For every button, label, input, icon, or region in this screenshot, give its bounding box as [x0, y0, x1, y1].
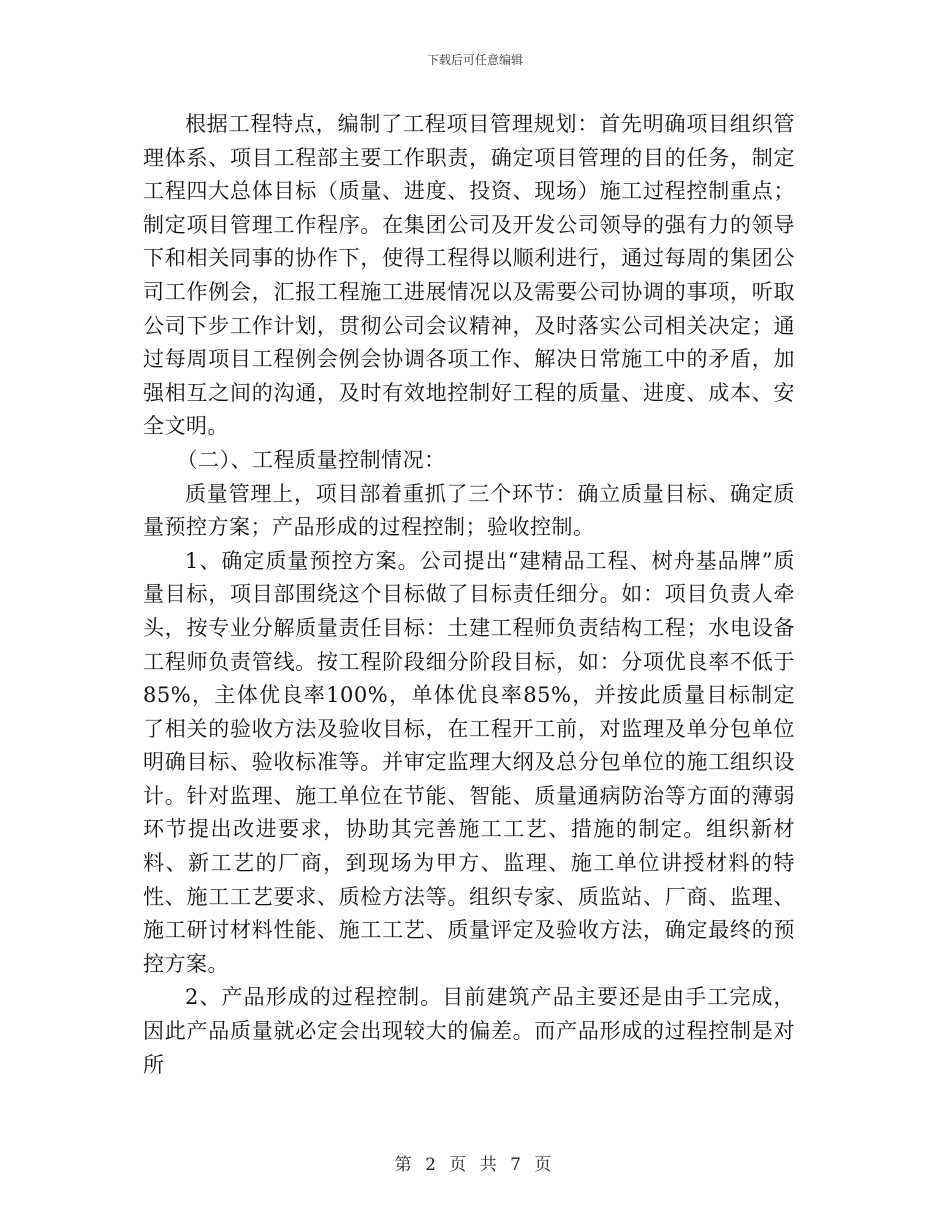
paragraph-quality-management: 质量管理上，项目部着重抓了三个环节：确立质量目标、确定质量预控方案；产品形成的过程控制；验收控制。: [143, 481, 795, 540]
section-heading-quality-control: （二）、工程质量控制情况：: [176, 447, 446, 472]
page-number-footer: 第 2 页 共 7 页: [394, 1155, 556, 1175]
page-header: 下载后可任意编辑: [426, 53, 523, 67]
paragraph-quality-precontrol-plan: 1、确定质量预控方案。公司提出“建精品工程、树舟基品牌”质量目标，项目部围绕这个目标做了目标责任细分。如：项目负责人牵头，按专业分解质量责任目标：土建工程师负责结构工程；水电设备工程师负责管线。按工程阶段细分阶段目标，如：分项优良率不低于85%，主体优良率100%，单体优良率85%，并按此质量目标制定了相关的验收方法及验收目标，在工程开工前，对监理及单分包单位明确目标、验收标准等。并审定监理大纲及总分包单位的施工组织设计。针对监理、施工单位在节能、智能、质量通病防治等方面的薄弱环节提出改进要求，协助其完善施工工艺、措施的制定。组织新材料、新工艺的厂商，到现场为甲方、监理、施工单位讲授材料的特性、施工工艺要求、质检方法等。组织专家、质监站、厂商、监理、施工研讨材料性能、施工工艺、质量评定及验收方法，确定最终的预控方案。: [143, 548, 795, 976]
paragraph-project-planning: 根据工程特点，编制了工程项目管理规划：首先明确项目组织管理体系、项目工程部主要工作职责，确定项目管理的目的任务，制定工程四大总体目标（质量、进度、投资、现场）施工过程控制重点；制定项目管理工作程序。在集团公司及开发公司领导的强有力的领导下和相关同事的协作下，使得工程得以顺利进行，通过每周的集团公司工作例会，汇报工程施工进展情况以及需要公司协调的事项，听取公司下步工作计划，贯彻公司会议精神，及时落实公司相关决定；通过每周项目工程例会例会协调各项工作、解决日常施工中的矛盾，加强相互之间的沟通，及时有效地控制好工程的质量、进度、成本、安全文明。: [143, 112, 795, 439]
paragraph-process-control: 2、产品形成的过程控制。目前建筑产品主要还是由手工完成，因此产品质量就必定会出现较大的偏差。而产品形成的过程控制是对所: [143, 985, 795, 1077]
document-body: [143, 108, 795, 1082]
